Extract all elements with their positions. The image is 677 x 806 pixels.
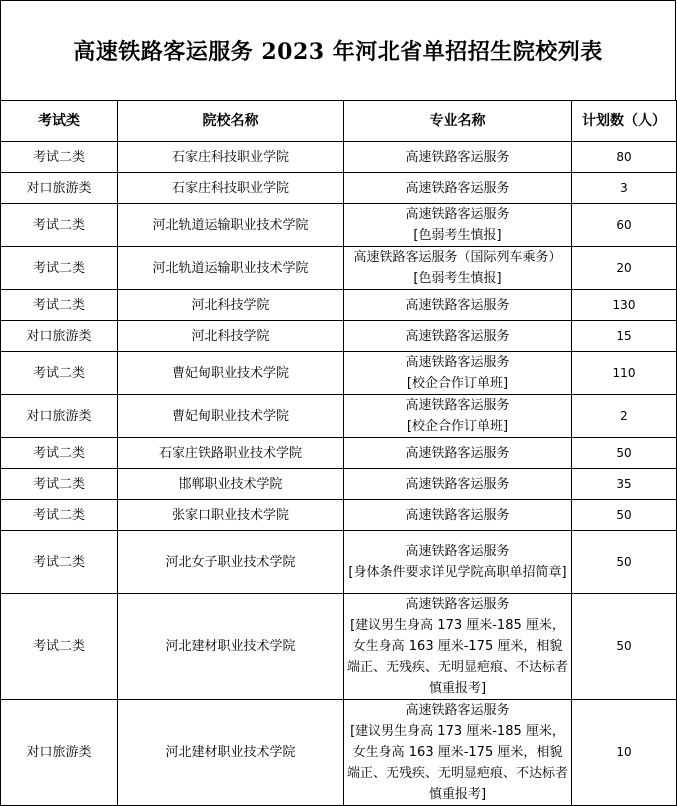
cell-school: 河北建材职业技术学院: [118, 594, 344, 700]
cell-school: 河北轨道运输职业技术学院: [118, 204, 344, 247]
cell-major: [344, 247, 572, 290]
cell-plan: 130: [572, 290, 677, 321]
cell-plan: 50: [572, 500, 677, 531]
cell-major: [344, 321, 572, 352]
major-note: [校企合作订单班]: [406, 376, 509, 391]
title-box: [0, 0, 676, 100]
table-row: [1, 438, 677, 469]
table-header-row: [1, 101, 677, 142]
cell-major: [344, 438, 572, 469]
major-note: [建议男生身高 173 厘米-185 厘米，女生身高 163 厘米-175 厘米，相貌端正、无残疾、无明显疤痕、不达标者慎重报考]: [347, 618, 569, 696]
page-title: 高速铁路客运服务 2023 年河北省单招招生院校列表: [73, 39, 603, 65]
cell-category: 考试二类: [1, 438, 118, 469]
admissions-table: [0, 100, 677, 806]
cell-major: [344, 469, 572, 500]
cell-category: 对口旅游类: [1, 700, 118, 806]
table-row: [1, 173, 677, 204]
cell-major: [344, 204, 572, 247]
cell-school: 河北轨道运输职业技术学院: [118, 247, 344, 290]
cell-major: [344, 290, 572, 321]
cell-category: 考试二类: [1, 142, 118, 173]
table-row: [1, 700, 677, 806]
cell-category: 考试二类: [1, 290, 118, 321]
cell-plan: 15: [572, 321, 677, 352]
cell-category: 考试二类: [1, 469, 118, 500]
cell-school: 石家庄铁路职业技术学院: [118, 438, 344, 469]
cell-category: 考试二类: [1, 531, 118, 594]
cell-major: [344, 500, 572, 531]
major-note: [色弱考生慎报]: [413, 271, 502, 286]
cell-major: [344, 142, 572, 173]
cell-plan: 2: [572, 395, 677, 438]
cell-category: 考试二类: [1, 247, 118, 290]
table-row: [1, 531, 677, 594]
header-major: 专业名称: [344, 101, 572, 142]
major-name: 高速铁路客运服务: [405, 703, 510, 718]
cell-category: 考试二类: [1, 500, 118, 531]
cell-major: [344, 352, 572, 395]
major-name: 高速铁路客运服务: [405, 398, 510, 413]
header-category: 考试类: [1, 101, 118, 142]
cell-plan: 20: [572, 247, 677, 290]
table-body: [1, 142, 677, 806]
major-note: [身体条件要求详见学院高职单招简章]: [348, 565, 567, 580]
major-name: 高速铁路客运服务: [405, 476, 510, 492]
major-name: 高速铁路客运服务: [405, 207, 510, 222]
cell-plan: 50: [572, 594, 677, 700]
cell-category: 对口旅游类: [1, 395, 118, 438]
cell-school: 曹妃甸职业技术学院: [118, 352, 344, 395]
header-school: 院校名称: [118, 101, 344, 142]
major-name: 高速铁路客运服务: [405, 297, 510, 313]
major-name: 高速铁路客运服务: [405, 328, 510, 344]
cell-major: [344, 594, 572, 700]
cell-major: [344, 531, 572, 594]
cell-category: 考试二类: [1, 594, 118, 700]
cell-school: 石家庄科技职业学院: [118, 173, 344, 204]
table-row: [1, 395, 677, 438]
major-name: 高速铁路客运服务: [405, 180, 510, 196]
table-row: [1, 290, 677, 321]
cell-major: [344, 700, 572, 806]
cell-school: 曹妃甸职业技术学院: [118, 395, 344, 438]
cell-school: 石家庄科技职业学院: [118, 142, 344, 173]
table-row: [1, 352, 677, 395]
cell-plan: 10: [572, 700, 677, 806]
cell-category: 对口旅游类: [1, 321, 118, 352]
cell-plan: 110: [572, 352, 677, 395]
cell-plan: 35: [572, 469, 677, 500]
table-row: [1, 469, 677, 500]
table-row: [1, 142, 677, 173]
major-name: 高速铁路客运服务: [405, 445, 510, 461]
major-note: [色弱考生慎报]: [413, 228, 502, 243]
cell-plan: 80: [572, 142, 677, 173]
major-name: 高速铁路客运服务: [405, 355, 510, 370]
cell-school: 河北科技学院: [118, 290, 344, 321]
major-name: 高速铁路客运服务: [405, 544, 510, 559]
cell-category: 考试二类: [1, 204, 118, 247]
cell-category: 对口旅游类: [1, 173, 118, 204]
cell-plan: 3: [572, 173, 677, 204]
cell-category: 考试二类: [1, 352, 118, 395]
table-row: [1, 594, 677, 700]
table-row: [1, 321, 677, 352]
table-row: [1, 204, 677, 247]
cell-school: 河北女子职业技术学院: [118, 531, 344, 594]
cell-school: 张家口职业技术学院: [118, 500, 344, 531]
major-name: 高速铁路客运服务: [405, 597, 510, 612]
cell-school: 邯郸职业技术学院: [118, 469, 344, 500]
major-note: [校企合作订单班]: [406, 419, 509, 434]
major-note: [建议男生身高 173 厘米-185 厘米，女生身高 163 厘米-175 厘米，相貌端正、无残疾、无明显疤痕、不达标者慎重报考]: [347, 724, 569, 802]
cell-plan: 50: [572, 531, 677, 594]
cell-school: 河北科技学院: [118, 321, 344, 352]
cell-major: [344, 395, 572, 438]
table-row: [1, 500, 677, 531]
cell-major: [344, 173, 572, 204]
cell-plan: 50: [572, 438, 677, 469]
cell-plan: 60: [572, 204, 677, 247]
table-row: [1, 247, 677, 290]
cell-school: 河北建材职业技术学院: [118, 700, 344, 806]
header-plan: 计划数（人）: [572, 101, 677, 142]
major-name: 高速铁路客运服务: [405, 507, 510, 523]
major-name: 高速铁路客运服务: [405, 149, 510, 165]
major-name: 高速铁路客运服务（国际列车乘务）: [353, 250, 562, 265]
